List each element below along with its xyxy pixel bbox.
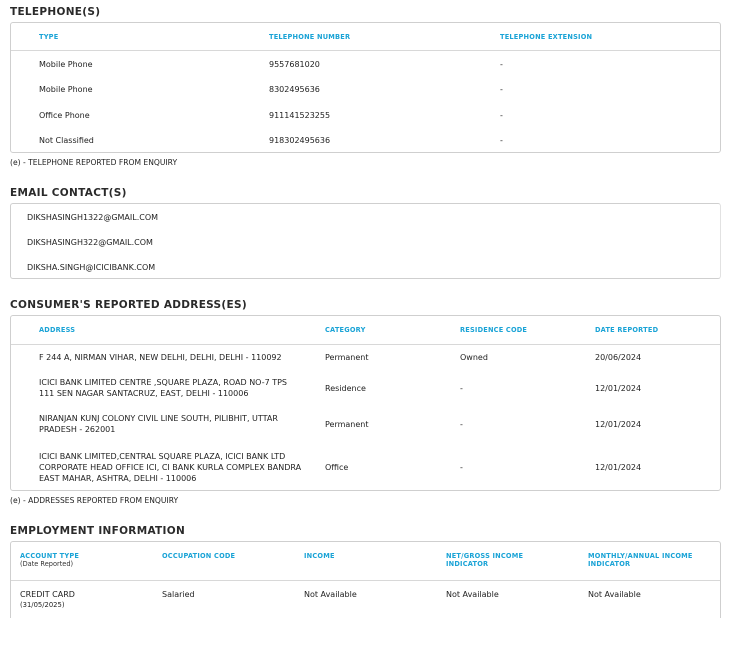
addresses-title: CONSUMER'S REPORTED ADDRESS(ES)	[10, 299, 247, 311]
page-cut-mask	[10, 618, 721, 652]
address-date-reported: 12/01/2024	[595, 463, 642, 472]
emails-list	[10, 203, 721, 279]
employment-occupation: Salaried	[162, 590, 195, 599]
address-date-reported: 12/01/2024	[595, 384, 642, 393]
phone-extension: -	[500, 111, 503, 120]
header-divider	[11, 580, 720, 581]
addresses-table	[10, 315, 721, 491]
col-net-gross-indicator: NET/GROSS INCOME INDICATOR	[446, 552, 524, 568]
email-item: DIKSHASINGH322@GMAIL.COM	[27, 238, 153, 247]
col-occupation-code: OCCUPATION CODE	[162, 552, 236, 560]
telephones-note: (e) - TELEPHONE REPORTED FROM ENQUIRY	[10, 158, 178, 167]
address-category: Permanent	[325, 353, 369, 362]
col-category: CATEGORY	[325, 326, 366, 334]
address-text: F 244 A, NIRMAN VIHAR, NEW DELHI, DELHI, DELHI - 110092	[39, 353, 282, 362]
employment-monthly-annual: Not Available	[588, 590, 641, 599]
phone-type: Office Phone	[39, 111, 90, 120]
col-income: INCOME	[304, 552, 335, 560]
col-monthly-annual-indicator: MONTHLY/ANNUAL INCOME INDICATOR	[588, 552, 693, 568]
employment-date-reported: (31/05/2025)	[20, 601, 65, 609]
phone-type: Mobile Phone	[39, 85, 93, 94]
phone-extension: -	[500, 60, 503, 69]
address-category: Residence	[325, 384, 366, 393]
header-divider	[11, 50, 720, 51]
col-telephone-number: TELEPHONE NUMBER	[269, 33, 351, 41]
email-item: DIKSHA.SINGH@ICICIBANK.COM	[27, 263, 156, 272]
addresses-note: (e) - ADDRESSES REPORTED FROM ENQUIRY	[10, 496, 179, 505]
phone-number: 911141523255	[269, 111, 331, 120]
employment-title: EMPLOYMENT INFORMATION	[10, 525, 186, 537]
phone-number: 8302495636	[269, 85, 320, 94]
address-category: Office	[325, 463, 349, 472]
address-date-reported: 20/06/2024	[595, 353, 642, 362]
address-date-reported: 12/01/2024	[595, 420, 642, 429]
col-type: TYPE	[39, 33, 59, 41]
address-category: Permanent	[325, 420, 369, 429]
col-date-reported: DATE REPORTED	[595, 326, 659, 334]
employment-income: Not Available	[304, 590, 357, 599]
col-telephone-extension: TELEPHONE EXTENSION	[500, 33, 593, 41]
address-text: NIRANJAN KUNJ COLONY CIVIL LINE SOUTH, PILIBHIT, UTTAR PRADESH - 262001	[39, 414, 278, 434]
employment-table	[10, 541, 721, 621]
employment-account-type: CREDIT CARD	[20, 590, 75, 599]
col-address: ADDRESS	[39, 326, 76, 334]
address-residence-code: Owned	[460, 353, 488, 362]
col-account-type-sub: (Date Reported)	[20, 559, 74, 568]
telephones-table	[10, 22, 721, 153]
phone-extension: -	[500, 85, 503, 94]
address-residence-code: -	[460, 384, 463, 393]
address-residence-code: -	[460, 463, 463, 472]
telephones-title: TELEPHONE(S)	[10, 6, 101, 18]
phone-type: Not Classified	[39, 136, 94, 145]
phone-type: Mobile Phone	[39, 60, 93, 69]
email-item: DIKSHASINGH1322@GMAIL.COM	[27, 213, 159, 222]
phone-number: 9557681020	[269, 60, 320, 69]
col-account-type-label: ACCOUNT TYPE	[20, 552, 80, 560]
header-divider	[11, 344, 720, 345]
col-residence-code: RESIDENCE CODE	[460, 326, 528, 334]
address-text: ICICI BANK LIMITED CENTRE ,SQUARE PLAZA, ROAD NO-7 TPS 111 SEN NAGAR SANTACRUZ, EAST, DELHI - 110006	[39, 378, 287, 398]
col-account-type	[20, 553, 79, 568]
phone-extension: -	[500, 136, 503, 145]
address-text: ICICI BANK LIMITED,CENTRAL SQUARE PLAZA, ICICI BANK LTD CORPORATE HEAD OFFICE ICI, CI BANK KURLA COMPLEX BANDRA EAST MAHAR, ASHTRA, DELHI - 110006	[39, 452, 302, 483]
phone-number: 918302495636	[269, 136, 331, 145]
emails-title: EMAIL CONTACT(S)	[10, 187, 127, 199]
employment-net-gross: Not Available	[446, 590, 499, 599]
address-residence-code: -	[460, 420, 463, 429]
